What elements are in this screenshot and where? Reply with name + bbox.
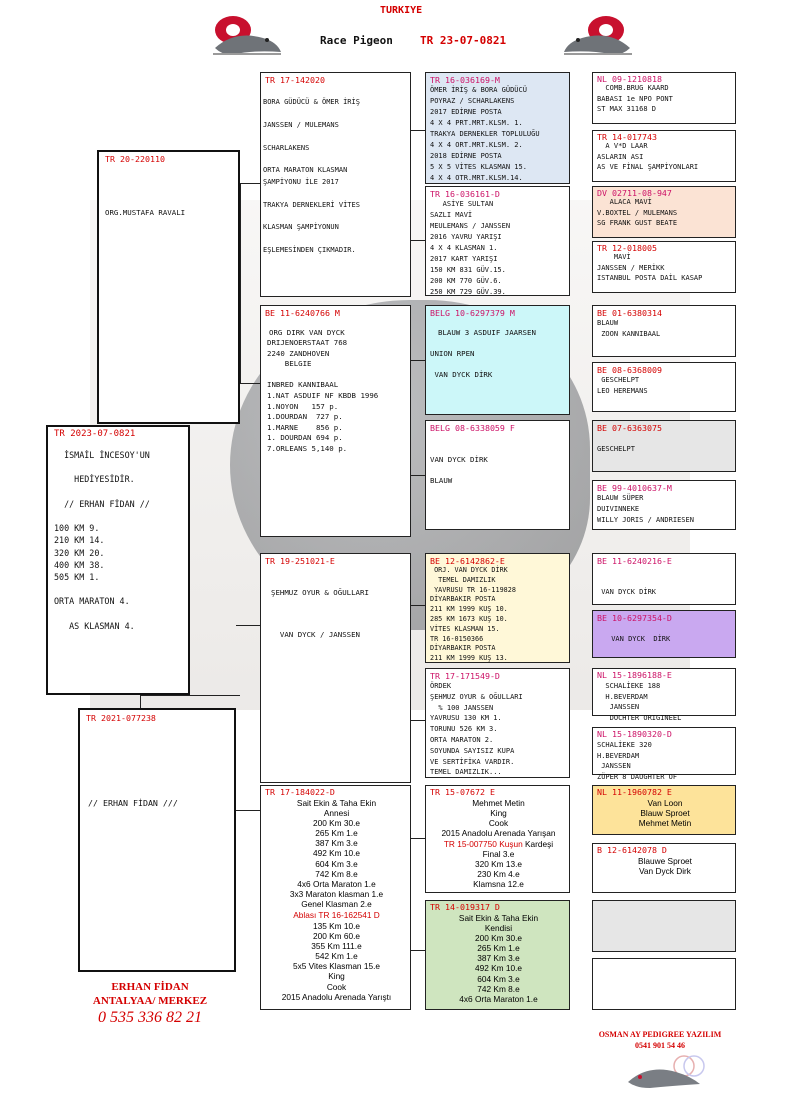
breeder-name: ERHAN FİDAN: [111, 981, 189, 993]
bird-description: Sait Ekin & Taha Ekin Annesi 200 Km 30.e 265 Km 1.e 387 Km 3.e 492 Km 10.e 604 Km 3.e 742 Km 8.e 4x6 Orta Maraton 1.e 3x3 Maraton klasman 1.e Genel Klasman 2.e: [289, 798, 384, 909]
connector-line: [410, 130, 425, 131]
bird-description: MAVİ JANSSEN / MERİKK ISTANBUL POSTA DAİL KASAP: [597, 253, 703, 282]
ring-id: TR 15-07672 E: [430, 787, 495, 797]
ring-id: BE 01-6380314: [597, 308, 662, 318]
ring-id: TR 14-017743: [597, 132, 657, 142]
ring-id: BE 99-4010637-M: [597, 483, 672, 493]
bird-description: SCHALİEKE 188 H.BEVERDAM JANSSEN DOCHTER ORIGINEEL: [605, 682, 682, 722]
gen5-box-1: [592, 72, 736, 124]
ring-id: BE 11-6240766 M: [265, 308, 340, 318]
granddam-maternal-box: [260, 785, 411, 1010]
sire-description: ORG.MUSTAFA RAVALI: [105, 208, 186, 217]
dam-description: // ERHAN FİDAN ///: [88, 798, 178, 808]
ring-id: B 12-6142078 D: [597, 845, 667, 855]
connector-line: [236, 625, 260, 626]
software-name: OSMAN AY PEDIGREE YAZILIM: [598, 1030, 722, 1039]
connector-line: [410, 475, 425, 476]
connector-line: [240, 183, 260, 184]
ring-id: NL 15-1896188-E: [597, 670, 672, 680]
ggdam-2-box: [425, 420, 570, 530]
ring-id: TR 14-019317 D: [430, 902, 500, 912]
bird-description: GESCHELPT LEO HEREMANS: [597, 376, 648, 395]
bird-description: ÖMER İRİŞ & BORA GÜDÜCÜ POYRAZ / SCHARLAKENS 2017 EDİRNE POSTA 4 X 4 PRT.MRT.KLSM. 1. TRAKYA DERNEKLER TOPLULUĞU 4 X 4 ORT.MRT.KLSM. 2. 2018 EDİRNE POSTA 5 X 5 VİTES KLASMAN 15. 4 X 4 OTR.MRT.KLSM.14.: [430, 86, 540, 182]
ring-id: NL 11-1960782 E: [597, 787, 672, 797]
ggsire-2-box: [425, 305, 570, 415]
sire-box: [97, 150, 240, 424]
bird-description: DRIJENOERSTAAT 768 2240 ZANDHOVEN BELGIE INBRED KANNIBAAL 1.NAT ASDUIF NF KBDB 1996 1.NOYON 157 p. 1.DOURDAN 727 p. 1.MARNE 856 p. 1. DOURDAN 694 p. 7.ORLEANS 5,140 p.: [267, 338, 379, 453]
gen5-box-10: [592, 610, 736, 658]
ring-id: BE 08-6368009: [597, 365, 662, 375]
bird-description: ALACA MAVİ V.BOXTEL / MULEMANS SG FRANK GUST BEATE: [597, 198, 678, 227]
bird-description: ŞEHMUZ OYUR & OĞULLARI VAN DYCK / JANSSEN: [271, 588, 369, 640]
connector-line: [240, 183, 241, 383]
grandsire-maternal-box: [260, 553, 411, 783]
gen5-box-12: [592, 727, 736, 781]
breeder-phone: 0 535 336 82 21: [98, 1009, 202, 1026]
ggdam-4-box: [425, 900, 570, 1010]
ring-id: TR 17-142020: [265, 75, 325, 85]
ring-id: NL 09-1210818: [597, 74, 662, 84]
ggdam-3-box: [425, 668, 570, 778]
bird-description: A V*D LAAR ASLARIN ASI AS VE FİNAL ŞAMPİYONLARI: [597, 142, 699, 171]
ring-id: TR 16-036169-M: [430, 75, 500, 85]
ggdam-1-box: [425, 186, 570, 296]
sister-ring-id: Ablası TR 16-162541 D: [293, 910, 380, 920]
gen5-box-14: [592, 843, 736, 893]
bird-description: SCHALİEKE 320 H.BEVERDAM JANSSEN ZÜPER 8 DAUGHTER OF: [597, 741, 678, 781]
bird-description: BLAUW ZOON KANNIBAAL: [597, 319, 661, 338]
gen5-box-3: [592, 186, 736, 238]
ring-id: TR 12-018005: [597, 243, 657, 253]
ggsire-4-box: [425, 785, 570, 893]
gen5-box-15-empty: [592, 900, 736, 952]
brother-ring-id: TR 15-007750 Kuşun: [443, 839, 523, 849]
ring-id: TR 17-184022-D: [265, 787, 335, 797]
ring-id: TR 16-036161-D: [430, 189, 500, 199]
grandsire-paternal-box: [260, 72, 411, 297]
bird-origin: ORG DIRK VAN DYCK: [269, 328, 345, 337]
bird-description: ASİYE SULTAN SAZLI MAVİ MEULEMANS / JANSSEN 2016 YAVRU YARIŞI 4 X 4 KLASMAN 1. 2017 KART YARIŞI 150 KM 831 GÜV.15. 200 KM 770 GÜV.6. 250 KM 729 GÜV.39.: [430, 200, 511, 296]
granddam-paternal-box: [260, 305, 411, 537]
gen5-box-7: [592, 420, 736, 472]
bird-description: BLAUW: [430, 476, 453, 485]
gen5-box-2: [592, 130, 736, 182]
subject-description: İSMAİL İNCESOY'UN HEDİYESİDİR. // ERHAN FİDAN // 100 KM 9. 210 KM 14. 320 KM 20. 400 KM 38. 505 KM 1. ORTA MARATON 4. AS KLASMAN 4.: [54, 450, 150, 631]
ring-id: BE 10-6297354-D: [597, 613, 672, 623]
connector-line: [410, 240, 425, 241]
dam-ring-id: TR 2021-077238: [86, 713, 156, 723]
software-pigeon-icon: [620, 1050, 710, 1090]
bird-description: Sait Ekin & Taha Ekin Kendisi 200 Km 30.e 265 Km 1.e 387 Km 3.e 492 Km 10.e 604 Km 3.e 742 Km 8.e 4x6 Orta Maraton 1.e: [458, 913, 539, 1004]
header-ring: TR 23-07-0821: [420, 34, 507, 47]
connector-line: [236, 810, 260, 811]
sister-description: 135 Km 10.e 200 Km 60.e 355 Km 111.e 542 Km 1.e 5x5 Vites Klasman 15.e King Cook 2015 Anadolu Arenada Yarıştı: [281, 921, 392, 1002]
pigeon-logo-icon-right: [560, 10, 640, 58]
dam-box: [78, 708, 236, 972]
sire-ring-id: TR 20-220110: [105, 154, 165, 164]
bird-description: Van Loon Blauw Sproet Mehmet Metin: [638, 798, 692, 829]
bird-description: BORA GÜDÜCÜ & ÖMER İRİŞ JANSSEN / MULEMANS SCHARLAKENS ORTA MARATON KLASMAN ŞAMPİYONU İLE 2017 TRAKYA DERNEKLERİ VİTES KLASMAN ŞAMPİYONUN EŞLEMESİNDEN ÇIKMADIR.: [263, 98, 360, 255]
gen5-box-5: [592, 305, 736, 357]
ring-id: BE 11-6240216-E: [597, 556, 672, 566]
connector-line: [140, 695, 240, 696]
brother-label: Kardeşi: [522, 839, 554, 849]
connector-line: [410, 950, 425, 951]
software-phone: 0541 901 54 46: [635, 1041, 685, 1050]
ring-id: BE 07-6363075: [597, 423, 662, 433]
connector-line: [410, 360, 425, 361]
brother-description: Final 3.e 320 Km 13.e 230 Km 4.e Klamsna 12.e: [473, 849, 524, 890]
bird-origin: BLAUW 3 ASDUIF JAARSEN: [438, 328, 536, 337]
connector-line: [410, 838, 425, 839]
ring-id: BE 12-6142862-E: [430, 556, 505, 566]
ring-id: BELG 10-6297379 M: [430, 308, 515, 318]
header-label: Race Pigeon: [320, 34, 393, 47]
breeder-city: ANTALYAA/ MERKEZ: [92, 995, 208, 1007]
ring-id: TR 19-251021-E: [265, 556, 335, 566]
gen5-box-9: [592, 553, 736, 605]
ggsire-1-box: [425, 72, 570, 184]
bird-description: Mehmet Metin King Cook 2015 Anadolu Arenada Yarışan: [441, 798, 556, 839]
connector-line: [240, 383, 260, 384]
bird-description: COMB.BRUG KAARD BABASI 1e NPO PONT ST MAX 31168 D: [597, 84, 673, 113]
ring-id: TR 17-171549-D: [430, 671, 500, 681]
connector-line: [410, 605, 425, 606]
bird-description: ÖRDEK ŞEHMUZ OYUR & OĞULLARI % 100 JANSSEN YAVRUSU 130 KM 1. TORUNU 526 KM 3. ORTA MARATON 2. SOYUNDA SAYISIZ KUPA VE SERTİFİKA VARDIR. TEMEL DAMIZLIK...: [430, 682, 523, 777]
header-country: TURKIYE: [380, 5, 423, 16]
bird-description: BLAUW SÜPER DUIVINNEKE WILLY JORIS / ANDRIESEN: [597, 494, 694, 524]
bird-origin: VAN DYCK DİRK: [430, 455, 488, 464]
gen5-box-4: [592, 241, 736, 293]
gen5-box-13: [592, 785, 736, 835]
bird-description: UNION RPEN VAN DYCK DİRK: [430, 349, 493, 380]
ggsire-3-box: [425, 553, 570, 663]
ring-id: BELG 08-6338059 F: [430, 423, 515, 433]
ring-id: NL 15-1890320-D: [597, 729, 672, 739]
bird-description: VAN DYCK DİRK: [611, 634, 671, 643]
pigeon-logo-icon-left: [205, 10, 285, 58]
bird-description: ORJ. VAN DYCK DİRK TEMEL DAMIZLIK YAVRUSU TR 16-119828 DİYARBAKIR POSTA 211 KM 1999 KUŞ 10. 285 KM 1673 KUŞ 10. VİTES KLASMAN 15. TR 16-0150366 DİYARBAKIR POSTA 211 KM 1999 KUŞ 13.: [430, 566, 516, 663]
subject-box: [46, 425, 190, 695]
gen5-box-8: [592, 480, 736, 530]
bird-description: Blauwe Sproet Van Dyck Dirk: [638, 856, 692, 877]
ring-id: DV 02711-08-947: [597, 188, 672, 198]
gen5-box-6: [592, 362, 736, 412]
brother-line: [426, 839, 571, 849]
bird-description: GESCHELPT: [597, 444, 635, 453]
gen5-box-16-empty: [592, 958, 736, 1010]
connector-line: [410, 720, 425, 721]
subject-ring-id: TR 2023-07-0821: [54, 429, 136, 439]
bird-description: VAN DYCK DİRK: [601, 588, 657, 596]
gen5-box-11: [592, 668, 736, 722]
